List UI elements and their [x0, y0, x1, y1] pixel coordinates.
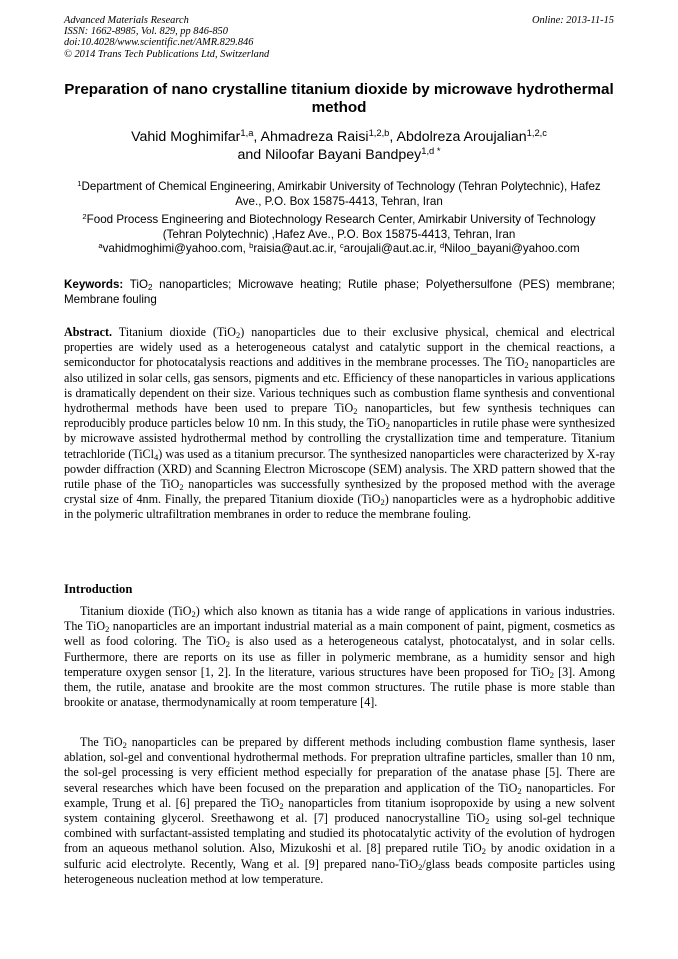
author-name: Abdolreza Aroujalian: [396, 129, 527, 145]
keywords: Keywords: TiO$_2$ nanoparticles; Microwave heating; Rutile phase; Polyethersulfone (PES) membrane; Membrane fouling: [64, 278, 615, 306]
affiliation-1: [64, 180, 614, 209]
paper-title: Preparation of nano crystalline titanium dioxide by microwave hydrothermal method: [64, 81, 614, 116]
email-link[interactable]: Niloo_bayani@yahoo.com: [444, 242, 580, 256]
aff-text: Food Process Engineering and Biotechnology Research Center, Amirkabir University of Technology (Tehran Polytechnic) ,Hafez Ave., P.O. Box 15875-4413, Tehran, Iran: [86, 213, 596, 241]
email-link[interactable]: aroujali@aut.ac.ir,: [343, 242, 440, 256]
doi-line: doi:10.4028/www.scientific.net/AMR.829.846: [64, 37, 254, 49]
author-name: Vahid Moghimifar: [131, 129, 241, 145]
affiliation-2: [64, 213, 614, 257]
intro-paragraph-2: The TiO$_2$ nanoparticles can be prepared by different methods including combustion flame synthesis, laser ablation, sol-gel and conventional hydrothermal methods. For prepration ultrafine particles, smaller than 10 nm, the sol-gel processing is very efficient method especially for preparation of the anatase phase [5]. There are several researches which have been focused on the preparation and application of the TiO$_2$ nanoparticles. For example, Trung et al. [6] prepared the TiO$_2$ nanoparticles from titanium isopropoxide by using a new solvent system containing glycerol. Sreethawong et al. [7] produced nanocrystalline TiO$_2$ using sol-gel technique combined with surfactant-assisted templating and studied its photocatalytic activity of the evolution of hydrogen from an aqueous methanol solution. Also, Mizukoshi et al. [8] prepared rutile TiO$_2$ by anodic oxidation in a sulfuric acid electrolyte. Recently, Wang et al. [9] prepared nano-TiO$_2$/glass beads composite particles using heterogeneous nucleation method at low temperature.: [64, 735, 616, 886]
abstract-paragraph: Abstract. Titanium dioxide (TiO$_2$) nanoparticles due to their exclusive physical, chemical and electrical properties are widely used as a heterogeneous catalyst and catalytic support in the chemical reactions, a semiconductor for photocatalysis reactions and additives in the membrane processes. The TiO$_2$ nanoparticles are also utilized in solar cells, gas sensors, pigments and etc. Efficiency of these nanoparticles in various applications is dramatically dependent on their size. Various techniques such as combustion flame synthesis and conventional hydrothermal methods have been used to prepare TiO$_2$ nanoparticles, but few synthesis techniques can reproducibly produce particles below 10 nm. In this study, the TiO$_2$ nanoparticles in rutile phase were synthesized by microwave assisted hydrothermal method by controlling the crystallization time and temperature. Titanium tetrachloride (TiCl$_4$) was used as a titanium precursor. The synthesized nanoparticles were characterized by X-ray powder diffraction (XRD) and Scanning Electron Microscope (SEM) analysis. The XRD pattern showed that the rutile phase of the TiO$_2$ nanoparticles was successfully synthesized by the proposed method with the average crystal size of 4nm. Finally, the prepared Titanium dioxide (TiO$_2$) nanoparticles were as a hydrophobic additive in the polymeric ultrafiltration membranes in order to reduce the membrane fouling.: [64, 325, 616, 522]
aff-num: 1: [77, 178, 82, 188]
journal-name: Advanced Materials Research: [64, 15, 189, 26]
abstract-label: Abstract.: [64, 325, 113, 339]
keywords-label: Keywords:: [64, 278, 124, 291]
section-heading-introduction: Introduction: [64, 582, 133, 596]
author-sup: 1,2,c: [526, 127, 547, 138]
online-date: Online: 2013-11-15: [531, 15, 614, 26]
journal-header: [64, 15, 269, 60]
author-sup: 1,a: [240, 127, 254, 138]
intro-paragraph-1: Titanium dioxide (TiO$_2$) which also known as titania has a wide range of applications in various industries. The TiO$_2$ nanoparticles are an important industrial material as a main component of paint, pigment, cosmetics as well as food coloring. The TiO$_2$ is also used as a heterogeneous catalyst, photocatalyst, and in solar cells. Furthermore, there are reports on its use as filler in polymeric membrane, as a humidity sensor and high temperature oxygen sensor [1, 2]. In the literature, various structures have been proposed for TiO$_2$ [3]. Among them, the rutile, anatase and brookite are the most common structures. The rutile phase is more stable than brookite or anatase, thermodynamically at room temperature [4].: [64, 604, 615, 710]
author-sup: 1,d *: [421, 145, 441, 156]
author-name: Ahmadreza Raisi: [260, 129, 369, 145]
copyright-line: © 2014 Trans Tech Publications Ltd, Switzerland: [64, 48, 270, 60]
email-link[interactable]: vahidmoghimi@yahoo.com,: [102, 242, 250, 256]
email-list: $^a$vahidmoghimi@yahoo.com, $^b$raisia@aut.ac.ir, $^c$aroujali@aut.ac.ir, $^d$Niloo_bayani@yahoo.com: [98, 240, 580, 256]
aff-num: 2: [82, 211, 87, 221]
aff-text: Department of Chemical Engineering, Amirkabir University of Technology (Tehran Polytechnic), Hafez Ave., P.O. Box 15875-4413, Tehran, Iran: [81, 180, 601, 208]
author-sup: 1,2,b: [368, 127, 390, 138]
email-link[interactable]: raisia@aut.ac.ir,: [253, 242, 340, 256]
issn-line: ISSN: 1662-8985, Vol. 829, pp 846-850: [64, 26, 228, 38]
author-list: Vahid Moghimifar$^{1,a}$, Ahmadreza Raisi$^{1,2,b}$, Abdolreza Aroujalian$^{1,2,c}$ and Niloofar Bayani Bandpey$^{1,d *}$: [131, 127, 547, 163]
author-name: and Niloofar Bayani Bandpey: [237, 147, 422, 163]
